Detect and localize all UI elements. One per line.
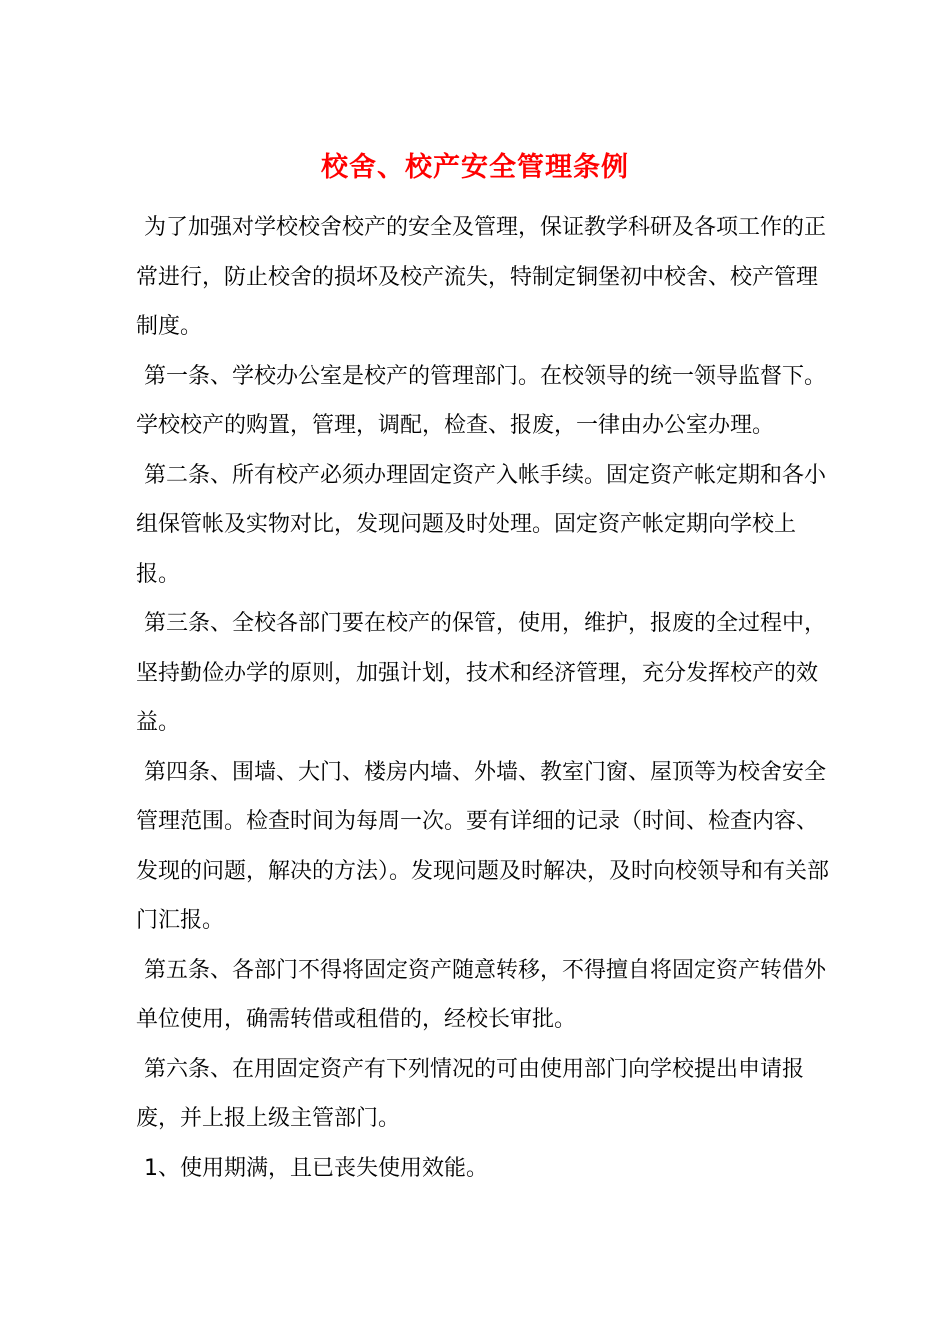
article-1-paragraph: 第一条、学校办公室是校产的管理部门。在校领导的统一领导监督下。学校校产的购置，管理，调配，检查、报废，一律由办公室办理。 [136,363,827,438]
article-2-paragraph: 第二条、所有校产必须办理固定资产入帐手续。固定资产帐定期和各小组保管帐及实物对比，发现问题及时处理。固定资产帐定期向学校上报。 [136,462,827,587]
article-6-paragraph: 第六条、在用固定资产有下列情况的可由使用部门向学校提出申请报废，并上报上级主管部门。 [136,1056,805,1131]
article-4-paragraph: 第四条、围墙、大门、楼房内墙、外墙、教室门窗、屋顶等为校舍安全管理范围。检查时间为每周一次。要有详细的记录（时间、检查内容、发现的问题，解决的方法）。发现问题及时解决，及时向校领导和有关部门汇报。 [136,759,830,933]
article-3-paragraph: 第三条、全校各部门要在校产的保管，使用，维护，报废的全过程中，坚持勤俭办学的原则，加强计划，技术和经济管理，充分发挥校产的效益。 [136,611,827,735]
document-title: 校舍、校产安全管理条例 [321,152,629,184]
intro-paragraph: 为了加强对学校校舍校产的安全及管理，保证教学科研及各项工作的正常进行，防止校舍的损坏及校产流失，特制定铜堡初中校舍、校产管理制度。 [136,215,827,339]
article-5-paragraph: 第五条、各部门不得将固定资产随意转移，不得擅自将固定资产转借外单位使用，确需转借或租借的，经校长审批。 [136,957,827,1032]
document-body [136,203,836,1193]
list-item-1-paragraph: 1、使用期满，且已丧失使用效能。 [144,1155,488,1181]
